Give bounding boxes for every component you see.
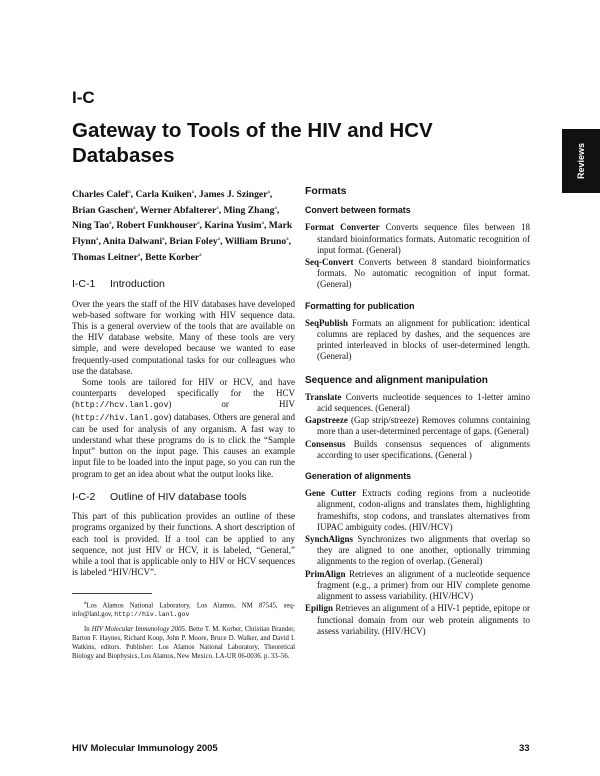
author-name: Robert Funkhouser [116, 220, 198, 232]
tool-name: SynchAligns [305, 534, 354, 545]
author-affiliation-marker: a [216, 204, 219, 211]
outline-paragraph: This part of this publication provides an outline of these programs organized by their functions. A short description of each tool is provided. If a tool can be applied to any sequence, not just HIV or HCV, it is labeled, “General,” while a tool that is applicable only to HIV or HCV sequences is labeled “HIV/HCV”. [72, 511, 295, 578]
citation-journal: HIV Molecular Immunology 2005 [91, 626, 185, 634]
affiliation-text: Los Alamos National Laboratory, Los Alamos, NM 87545, seq-info@lanl.gov, [72, 602, 295, 619]
tool-entry [305, 222, 530, 256]
tool-name: Gapstreeze [305, 415, 348, 426]
tool-description: Extracts coding regions from a nucleotide alignment, codon-aligns and translates them, highlighting frameshifts, stop codons, and translates alternatives from IUPAC ambiguity codes. (HIV/HCV) [317, 488, 531, 532]
intro-p2-text-c: ) databases. Others are general and can be used for analysis of any organism. A fast way to understand what these programs do is to click the “Sample Input” button on the input page. This causes an example input file to be loaded into the input page, so you can run the program to get an idea about what the output looks like. [72, 411, 295, 479]
tool-description: Converts sequence files between 18 standard bioinformatics formats. Automatic recognition of input format. (General) [317, 222, 530, 255]
introduction-heading [72, 279, 295, 290]
outline-heading [72, 492, 295, 503]
author-name: Carla Kuiken [135, 189, 192, 201]
intro-p2-text-a: Some tools are tailored for HIV or HCV, and have counterparts developed specifically for the HCV ( [72, 377, 295, 410]
tool-entry [305, 569, 530, 603]
tool-description: Synchronizes two alignments that overlap so they are aligned to one another, optionally trimming alignments to the region of overlap. (General) [317, 534, 530, 567]
affiliation-footnote [72, 599, 295, 620]
author-affiliation-marker: a [133, 204, 136, 211]
author-affiliation-marker: a [197, 220, 200, 227]
tool-name: Format Converter [305, 222, 380, 233]
author-name: Thomas Leitner [72, 251, 138, 263]
tool-name: Seq-Convert [305, 257, 354, 268]
tool-entry [305, 415, 530, 437]
affiliation-url-link[interactable]: http://hiv.lanl.gov [114, 611, 190, 619]
intro-paragraph-2 [72, 377, 295, 480]
author-affiliation-marker: a [191, 189, 195, 195]
tool-entry [305, 318, 530, 363]
author-affiliation-marker: a [286, 236, 289, 243]
author-name: Brian Foley [169, 236, 218, 248]
tool-description: Formats an alignment for publication: identical columns are replaced by dashes, and the sequences are printed interleaved in blocks of user-determined length. (General) [317, 317, 530, 362]
tool-description: Converts between 8 standard bioinformatics formats. No automatic recognition of input format. (General) [317, 257, 530, 290]
right-column [305, 186, 530, 638]
tool-description: Retrieves an alignment of a HIV-1 peptide, epitope or functional domain from our web protein alignments to assess variability. (HIV/HCV) [317, 603, 530, 636]
author-name: Brian Gaschen [72, 204, 134, 216]
introduction-title: Introduction [110, 278, 165, 291]
author-affiliation-marker: a [109, 220, 112, 227]
sequence-manipulation-heading: Sequence and alignment manipulation [305, 374, 488, 386]
tool-name: Consensus [305, 438, 346, 449]
hcv-url-link[interactable]: http://hcv.lanl.gov [75, 401, 169, 411]
author-affiliation-marker: a [137, 251, 141, 258]
footer-journal: HIV Molecular Immunology 2005 [72, 743, 218, 754]
author-name: Werner Abfalterer [140, 204, 217, 216]
tool-description: Converts nucleotide sequences to 1-letter amino acid sequences. (General) [317, 391, 530, 414]
author-name: William Bruno [224, 236, 287, 248]
tool-description: (Gap strip/streeze) Removes columns containing more than a user-determined percentage of gaps. (General) [317, 415, 530, 437]
alignment-generation-list [305, 488, 530, 637]
author-affiliation-marker: a [96, 236, 99, 243]
tool-entry [305, 439, 530, 461]
tool-entry [305, 603, 530, 637]
author-affiliation-marker: a [199, 251, 202, 258]
tool-name: SeqPublish [305, 317, 349, 328]
tool-name: Gene Cutter [305, 488, 357, 499]
convert-formats-list [305, 222, 530, 290]
author-affiliation-marker: a [217, 236, 221, 243]
tool-entry [305, 257, 530, 291]
tool-description: Retrieves an alignment of a nucleotide sequence fragment (e.g., a primer) from our HIV complete genome alignment to assess variability. (HIV/HCV) [317, 568, 530, 602]
outline-title: Outline of HIV database tools [110, 490, 247, 503]
author-name: Ning Tao [72, 220, 110, 232]
author-affiliation-marker: a [274, 204, 277, 211]
citation-footnote [72, 626, 295, 661]
left-column [72, 186, 295, 661]
author-affiliation-marker: a [162, 236, 165, 243]
tool-name: Epilign [305, 603, 334, 614]
section-tab-label: Reviews [576, 142, 586, 180]
author-name: Karina Yusim [204, 220, 262, 232]
tool-name: PrimAlign [305, 568, 346, 579]
publication-formatting-list [305, 318, 530, 363]
page-number: 33 [519, 743, 530, 754]
author-name: Charles Calef [72, 189, 129, 201]
author-name: Anita Dalwani [102, 236, 163, 248]
author-affiliation-marker: a [267, 189, 270, 195]
intro-paragraph-1: Over the years the staff of the HIV databases have developed web-based software for working with HIV sequence data. This is a general overview of the tools that are available on the HIV database website. Many of these tools are very simple, and were developed because we wanted to ease frequently-used computational tasks for our colleagues who use the database. [72, 298, 295, 376]
citation-text: . Bette T. M. Korber, Christian Brander, Barton F. Haynes, Richard Koup, John P. Moore, Bruce D. Walker, and David I. Watkins, editors. Publisher: Los Alamos National Laboratory, Theoretical Biology and Biophysics, Los Alamos, New Mexico. LA-UR 06-0036. p. 33–56. [72, 626, 295, 660]
section-number: I-C [72, 88, 95, 107]
affiliation-marker: a [84, 600, 87, 607]
tool-entry [305, 392, 530, 414]
tool-description: Builds consensus sequences of alignments according to user specifications. (General ) [317, 438, 530, 460]
convert-formats-heading: Convert between formats [305, 205, 411, 216]
author-name: Ming Zhang [223, 204, 275, 216]
formats-heading: Formats [305, 185, 347, 197]
introduction-number: I-C-1 [72, 278, 96, 291]
tool-entry [305, 488, 530, 533]
intro-p2-text-b: ) or HIV ( [72, 399, 295, 422]
author-affiliation-marker: a [261, 220, 264, 227]
author-name: James J. Szinger [198, 189, 268, 201]
hiv-url-link[interactable]: http://hiv.lanl.gov [75, 413, 169, 423]
author-list: Charles Calef$^a$, Carla Kuiken$^a$, James J. Szinger$^a$, Brian Gaschen$^a$, Werner Abfalterer$^a$, Ming Zhang$^a$, Ning Tao$^a$, Robert Funkhouser$^a$, Karina Yusim$^a$, Mark Flynn$^a$, Anita Dalwani$^a$, Brian Foley$^a$, William Bruno$^a$, Thomas Leitner$^a$, Bette Korber$^a$ [72, 189, 293, 263]
author-affiliation-marker: a [128, 189, 131, 195]
page-title: Gateway to Tools of the HIV and HCV Databases [72, 119, 433, 167]
publication-formatting-heading: Formatting for publication [305, 300, 415, 311]
section-tab [562, 129, 600, 193]
citation-prefix: In [84, 626, 92, 634]
author-name: Bette Korber [145, 251, 200, 263]
outline-number: I-C-2 [72, 490, 96, 503]
tool-entry [305, 534, 530, 568]
author-name: Mark Flynn [72, 220, 293, 248]
tool-name: Translate [305, 391, 342, 402]
footnote-rule [72, 593, 152, 594]
sequence-manipulation-list [305, 392, 530, 461]
alignment-generation-heading: Generation of alignments [305, 471, 412, 482]
